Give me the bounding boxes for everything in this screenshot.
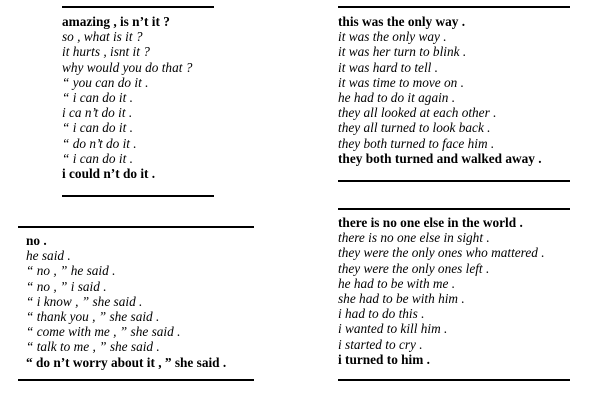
interpolated-sentence: “ you can do it . bbox=[62, 74, 149, 90]
top-rule bbox=[18, 226, 254, 228]
interpolated-sentence: “ thank you , ” she said . bbox=[26, 309, 160, 325]
start-sentence: amazing , is n’t it ? bbox=[62, 14, 170, 29]
interpolated-sentence: so , what is it ? bbox=[62, 29, 143, 45]
interpolation-panel-4 bbox=[338, 208, 570, 384]
interpolated-sentence: they were the only ones left . bbox=[338, 260, 490, 276]
interpolated-sentence: “ i know , ” she said . bbox=[26, 293, 143, 309]
interpolated-sentence: i started to cry . bbox=[338, 336, 423, 352]
interpolated-sentence: i wanted to kill him . bbox=[338, 321, 448, 337]
bottom-rule bbox=[338, 379, 570, 381]
interpolated-sentence: it hurts , isnt it ? bbox=[62, 44, 150, 60]
end-sentence: they both turned and walked away . bbox=[338, 150, 542, 166]
interpolated-sentence: “ no , ” i said . bbox=[26, 278, 107, 294]
top-rule bbox=[338, 208, 570, 210]
interpolated-sentence: it was the only way . bbox=[338, 29, 447, 45]
sentence-list bbox=[26, 233, 226, 370]
start-sentence: no . bbox=[26, 233, 47, 248]
interpolated-sentence: “ i can do it . bbox=[62, 90, 133, 106]
interpolated-sentence: they all turned to look back . bbox=[338, 120, 491, 136]
end-sentence: i turned to him . bbox=[338, 351, 430, 367]
interpolated-sentence: there is no one else in sight . bbox=[338, 230, 490, 246]
interpolated-sentence: i had to do this . bbox=[338, 306, 425, 322]
interpolation-panel-3 bbox=[18, 226, 254, 386]
interpolated-sentence: he had to do it again . bbox=[338, 90, 456, 106]
interpolated-sentence: it was time to move on . bbox=[338, 74, 464, 90]
interpolated-sentence: “ i can do it . bbox=[62, 120, 133, 136]
interpolated-sentence: they all looked at each other . bbox=[338, 105, 497, 121]
sentence-list bbox=[338, 215, 545, 367]
interpolation-panel-2 bbox=[338, 6, 570, 182]
interpolation-panel-1 bbox=[62, 6, 214, 198]
interpolated-sentence: he said . bbox=[26, 248, 71, 264]
interpolated-sentence: why would you do that ? bbox=[62, 59, 193, 75]
interpolated-sentence: “ i can do it . bbox=[62, 150, 133, 166]
interpolated-sentence: they both turned to face him . bbox=[338, 135, 495, 151]
interpolated-sentence: they were the only ones who mattered . bbox=[338, 245, 545, 261]
interpolated-sentence: “ come with me , ” she said . bbox=[26, 324, 181, 340]
end-sentence: “ do n’t worry about it , ” she said . bbox=[26, 354, 227, 370]
interpolated-sentence: “ talk to me , ” she said . bbox=[26, 339, 160, 355]
interpolated-sentence: i ca n’t do it . bbox=[62, 105, 133, 121]
interpolated-sentence: it was her turn to blink . bbox=[338, 44, 467, 60]
interpolated-sentence: he had to be with me . bbox=[338, 275, 456, 291]
interpolated-sentence: it was hard to tell . bbox=[338, 59, 438, 75]
interpolated-sentence: she had to be with him . bbox=[338, 291, 465, 307]
sentence-list bbox=[62, 14, 192, 181]
start-sentence: there is no one else in the world . bbox=[338, 215, 523, 230]
bottom-rule bbox=[18, 379, 254, 381]
interpolated-sentence: “ do n’t do it . bbox=[62, 135, 137, 151]
top-rule bbox=[62, 6, 214, 8]
interpolated-sentence: “ no , ” he said . bbox=[26, 263, 116, 279]
bottom-rule bbox=[62, 195, 214, 197]
sentence-list bbox=[338, 14, 542, 166]
top-rule bbox=[338, 6, 570, 8]
start-sentence: this was the only way . bbox=[338, 14, 466, 29]
end-sentence: i could n’t do it . bbox=[62, 166, 156, 182]
bottom-rule bbox=[338, 180, 570, 182]
